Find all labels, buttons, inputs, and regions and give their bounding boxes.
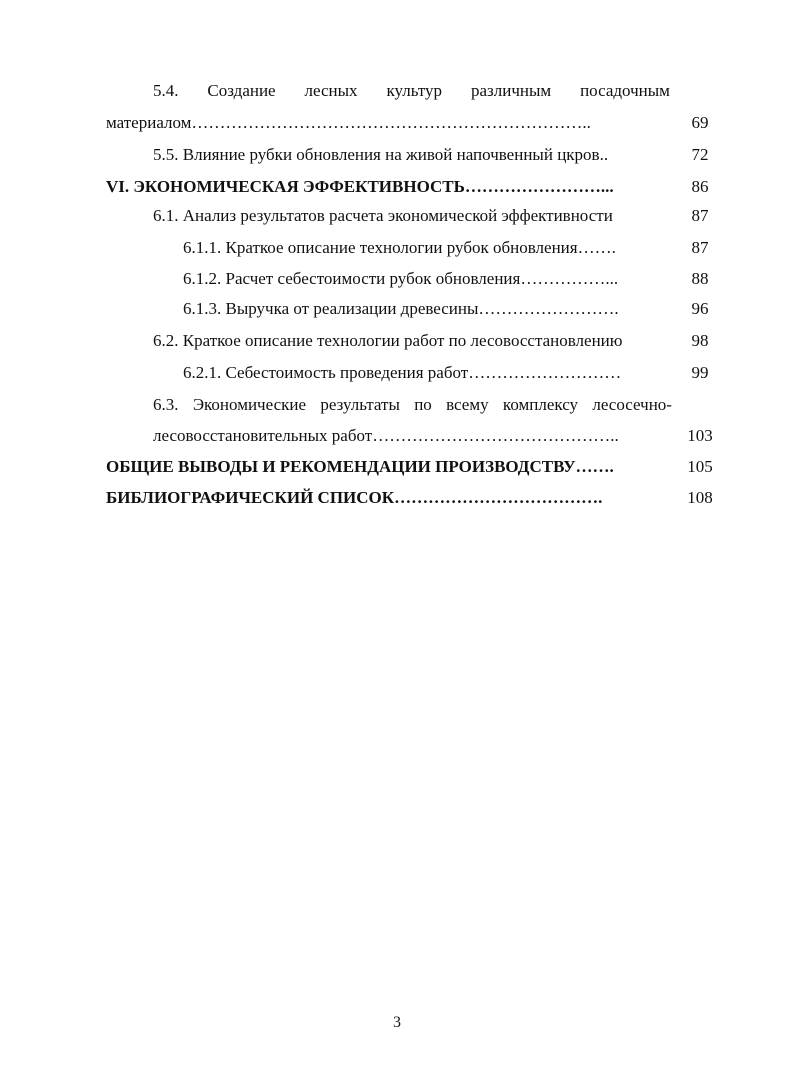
toc-page-number: 103	[687, 426, 713, 445]
toc-bibliography: БИБЛИОГРАФИЧЕСКИЙ СПИСОК……………………………….	[106, 488, 603, 507]
toc-word: культур	[386, 81, 443, 100]
toc-page-number: 72	[691, 145, 709, 164]
toc-word: по	[414, 395, 432, 414]
toc-word: различным	[470, 81, 552, 100]
toc-chapter-vi: VI. ЭКОНОМИЧЕСКАЯ ЭФФЕКТИВНОСТЬ……………………...	[106, 177, 614, 196]
toc-entry-5-4-line1	[153, 81, 670, 101]
toc-page-number: 87	[691, 206, 709, 225]
toc-entry-6-2: 6.2. Краткое описание технологии работ по лесовосстановлению	[153, 331, 623, 350]
toc-page-number: 87	[691, 238, 709, 257]
toc-page-number: 108	[687, 488, 713, 507]
toc-word: 6.3.	[153, 395, 179, 414]
toc-word: посадочным	[580, 81, 670, 100]
toc-page-number: 98	[691, 331, 709, 350]
toc-page-number: 96	[691, 299, 709, 318]
toc-word: комплексу	[502, 395, 579, 414]
toc-entry-6-3-line2: лесовосстановительных работ……………………………………..	[153, 426, 619, 445]
toc-word: лесосечно-	[592, 395, 672, 414]
toc-word: Создание	[207, 81, 276, 100]
toc-word: всему	[446, 395, 489, 414]
toc-entry-5-5: 5.5. Влияние рубки обновления на живой напочвенный цкров..	[153, 145, 609, 164]
toc-entry-6-3-line1	[153, 395, 672, 415]
toc-entry-6-1-3: 6.1.3. Выручка от реализации древесины…………………….	[183, 299, 619, 318]
toc-page-number: 69	[691, 113, 709, 132]
toc-entry-6-1-1: 6.1.1. Краткое описание технологии рубок обновления…….	[183, 238, 616, 257]
footer-page-number: 3	[393, 1014, 401, 1031]
toc-conclusions: ОБЩИЕ ВЫВОДЫ И РЕКОМЕНДАЦИИ ПРОИЗВОДСТВУ…….	[106, 457, 614, 476]
toc-page-number: 105	[687, 457, 713, 476]
toc-entry-6-1: 6.1. Анализ результатов расчета экономической эффективности	[153, 206, 613, 225]
toc-page-number: 86	[691, 177, 709, 196]
toc-word: лесных	[304, 81, 358, 100]
toc-word: Экономические	[192, 395, 307, 414]
toc-word: результаты	[320, 395, 400, 414]
toc-entry-6-2-1: 6.2.1. Себестоимость проведения работ………………………	[183, 363, 622, 382]
toc-entry-6-1-2: 6.1.2. Расчет себестоимости рубок обновления……………...	[183, 269, 619, 288]
toc-number: 5.4.	[153, 81, 179, 100]
toc-entry-5-4-line2: материалом……………………………………………………………..	[106, 113, 591, 132]
toc-page-number: 99	[691, 363, 709, 382]
toc-page-number: 88	[691, 269, 709, 288]
